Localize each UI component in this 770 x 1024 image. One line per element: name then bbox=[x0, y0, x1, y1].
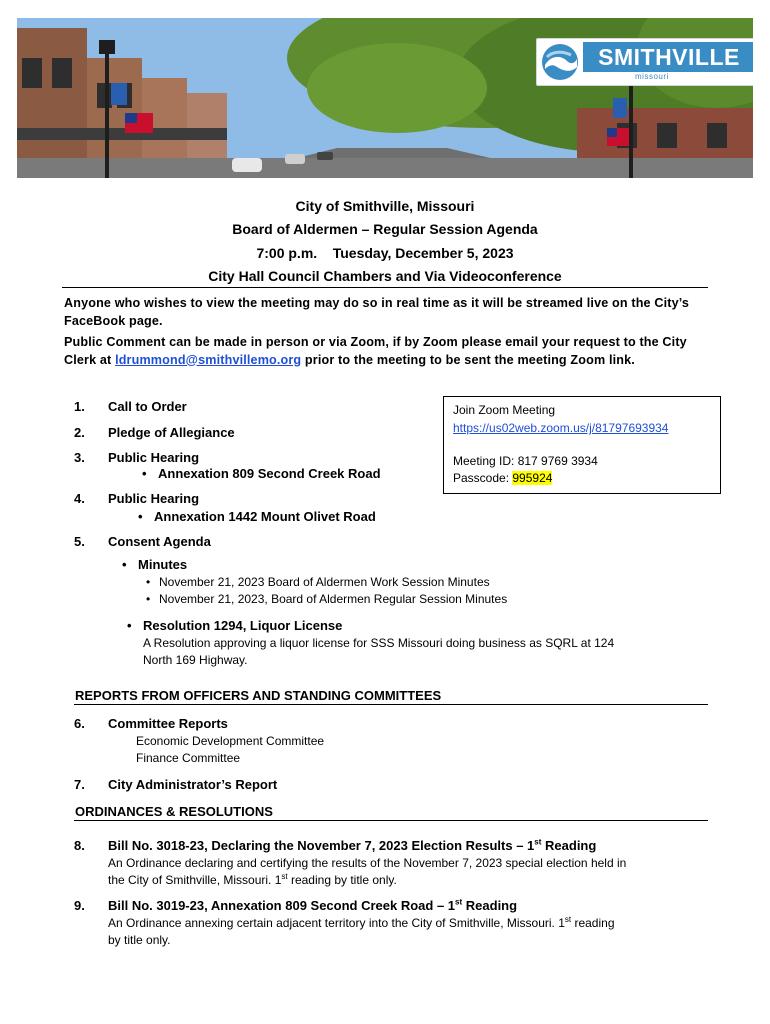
agenda-title: Board of Aldermen – Regular Session Agenda bbox=[232, 221, 538, 237]
city-title: City of Smithville, Missouri bbox=[295, 198, 475, 214]
bill-3018-description: An Ordinance declaring and certifying the results of the November 7, 2023 special election held in the City of Smithville, Missouri. 1st reading by title only. bbox=[108, 856, 627, 887]
ordinances-heading: ORDINANCES & RESOLUTIONS bbox=[75, 804, 273, 819]
hearing-1-subitem: • Annexation 809 Second Creek Road bbox=[158, 466, 381, 481]
passcode-value: 995924 bbox=[512, 471, 553, 485]
item-bill-3019: Bill No. 3019-23, Annexation 809 Second Creek Road – 1st Reading bbox=[108, 897, 518, 913]
item-number: 4. bbox=[74, 491, 85, 506]
zoom-info-box bbox=[443, 396, 721, 494]
item-number: 6. bbox=[74, 716, 85, 731]
item-number: 3. bbox=[74, 450, 85, 465]
clerk-email-link[interactable]: ldrummond@smithvillemo.org bbox=[115, 352, 302, 367]
minutes-regular-session: • November 21, 2023, Board of Aldermen Regular Session Minutes bbox=[159, 592, 507, 606]
item-administrator-report: City Administrator’s Report bbox=[108, 777, 278, 792]
smithville-logo bbox=[536, 38, 753, 86]
zoom-passcode: Passcode: 995924 bbox=[453, 471, 553, 485]
item-number: 7. bbox=[74, 777, 85, 792]
reports-divider bbox=[74, 704, 708, 705]
item-number: 2. bbox=[74, 425, 85, 440]
item-pledge: Pledge of Allegiance bbox=[108, 425, 235, 440]
item-committee-reports: Committee Reports bbox=[108, 716, 228, 731]
item-number: 1. bbox=[74, 399, 85, 414]
resolution-description-line1: A Resolution approving a liquor license for SSS Missouri doing business as SQRL at 124 bbox=[143, 636, 615, 650]
zoom-link[interactable]: https://us02web.zoom.us/j/81797693934 bbox=[453, 421, 669, 435]
zoom-meeting-id: Meeting ID: 817 9769 3934 bbox=[453, 454, 598, 468]
reports-heading: REPORTS FROM OFFICERS AND STANDING COMMITTEES bbox=[75, 688, 442, 703]
consent-minutes: • Minutes bbox=[138, 557, 187, 572]
item-consent-agenda: Consent Agenda bbox=[108, 534, 211, 549]
meeting-time: 7:00 p.m. Tuesday, December 5, 2023 bbox=[256, 245, 514, 261]
item-bill-3018: Bill No. 3018-23, Declaring the November 7, 2023 Election Results – 1st Reading bbox=[108, 837, 597, 853]
item-number: 8. bbox=[74, 838, 85, 853]
public-comment-notice: Public Comment can be made in person or via Zoom, if by Zoom please email your request to the City Clerk at ldrummond@smithvillemo.org prior to the meeting to be sent the meeting Zoom link. bbox=[64, 335, 687, 367]
committee-economic-development: Economic Development Committee bbox=[136, 734, 325, 748]
ordinances-divider bbox=[74, 820, 708, 821]
resolution-description-line2: North 169 Highway. bbox=[143, 653, 248, 667]
smithville-wave-logo-icon bbox=[541, 43, 579, 81]
header-banner-photo bbox=[17, 18, 753, 178]
item-public-hearing-1: Public Hearing bbox=[108, 450, 200, 465]
meeting-location: City Hall Council Chambers and Via Videoconference bbox=[208, 268, 562, 284]
hearing-2-subitem: • Annexation 1442 Mount Olivet Road bbox=[154, 509, 376, 524]
stream-notice: Anyone who wishes to view the meeting may do so in real time as it will be streamed live on the City’s FaceBook page. bbox=[64, 296, 690, 328]
item-public-hearing-2: Public Hearing bbox=[108, 491, 200, 506]
minutes-work-session: • November 21, 2023 Board of Aldermen Work Session Minutes bbox=[159, 575, 490, 589]
logo-subtitle: missouri bbox=[635, 72, 669, 81]
consent-resolution: • Resolution 1294, Liquor License bbox=[143, 618, 342, 633]
item-number: 9. bbox=[74, 898, 85, 913]
bill-3019-description: An Ordinance annexing certain adjacent territory into the City of Smithville, Missouri. 1st reading by title only. bbox=[108, 915, 615, 947]
zoom-title: Join Zoom Meeting bbox=[453, 403, 556, 417]
item-number: 5. bbox=[74, 534, 85, 549]
logo-wordmark: SMITHVILLE bbox=[583, 42, 753, 72]
committee-finance: Finance Committee bbox=[136, 751, 241, 765]
item-call-to-order: Call to Order bbox=[108, 399, 187, 414]
title-divider bbox=[62, 287, 708, 288]
